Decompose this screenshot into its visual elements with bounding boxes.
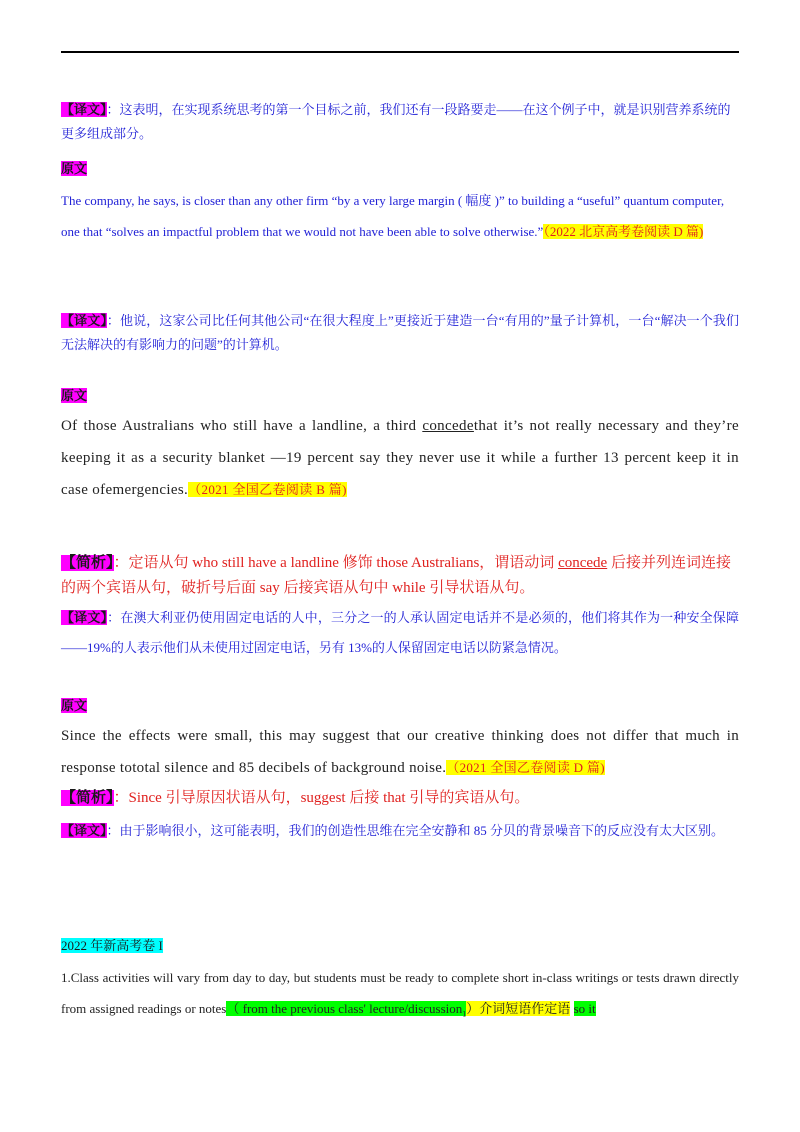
yuanwen-label: 原文 [61, 161, 88, 176]
section-label-yuanwen [61, 697, 739, 715]
passage-text: The company, he says, is closer than any other firm “by a very large margin ( 幅度 )” to building a “useful” quantum computer, one that “solves an impactful problem that we would not have been able to solve otherwise.” [61, 193, 725, 239]
passage-text: Of those Australians who still have a landline, a third [61, 418, 423, 434]
analysis-text: ：Since 引导原因状语从句，suggest 后接 that 引导的宾语从句。 [113, 790, 530, 806]
section-label-yuanwen [61, 387, 739, 405]
section-label-yuanwen [61, 160, 739, 178]
highlight-note: ）介词短语作定语 [466, 1001, 571, 1016]
translation-paragraph-1 [61, 98, 739, 146]
translation-paragraph-4 [61, 816, 739, 846]
subscript-marker: 1 [462, 1009, 467, 1019]
source-citation: （2021 全国乙卷阅读 D 篇) [446, 760, 605, 775]
exam-heading-label: 2022 年新高考卷 I [61, 938, 163, 953]
source-passage-3 [61, 410, 739, 506]
analysis-text: 后接并列连词连接的两个宾语从句，破折号后面 say 后接宾语从句中 while 引导状语从句。 [61, 555, 731, 596]
exam-sentence-1 [61, 962, 739, 1030]
translation-text: ：由于影响很小，这可能表明，我们的创造性思维在完全安静和 85 分贝的背景噪音下的反应没有太大区别。 [106, 823, 725, 838]
analysis-tag: 【简析】 [61, 790, 114, 806]
analysis-tag: 【简析】 [61, 555, 114, 571]
translation-text: ：他说，这家公司比任何其他公司“在很大程度上”更接近于建造一台“有用的”量子计算机，一台“解决一个我们无法解决的有影响力的问题”的计算机。 [61, 313, 739, 352]
yuanwen-label: 原文 [61, 388, 88, 403]
yuanwen-label: 原文 [61, 698, 88, 713]
source-citation: （2022 北京高考卷阅读 D 篇) [543, 224, 704, 239]
highlight-phrase-2: so it [573, 1001, 596, 1016]
source-passage-4 [61, 721, 739, 784]
underlined-word: concede [422, 418, 474, 434]
translation-paragraph-3 [61, 603, 739, 663]
translation-tag: 【译文】 [61, 610, 108, 625]
analysis-text: ：定语从句 who still have a landline 修饰 those Australians，谓语动词 [113, 555, 559, 571]
analysis-paragraph-3 [61, 551, 739, 601]
translation-paragraph-2 [61, 309, 739, 357]
passage-text: that it’s not really necessary and they’re keeping it as a security blanket —19 percent say they never use it while a further 13 percent keep it in case ofemergencies. [61, 418, 739, 498]
exam-heading [61, 937, 739, 955]
passage-text: Since the effects were small, this may suggest that our creative thinking does not differ that much in response tototal silence and 85 decibels of background noise. [61, 728, 739, 776]
translation-tag: 【译文】 [61, 102, 107, 117]
translation-tag: 【译文】 [61, 313, 107, 328]
analysis-paragraph-4 [61, 786, 739, 811]
translation-tag: 【译文】 [61, 823, 107, 838]
source-passage-2 [61, 185, 739, 247]
underlined-word: concede [558, 555, 608, 571]
source-citation: （2021 全国乙卷阅读 B 篇) [188, 482, 347, 497]
highlight-phrase: （ from the previous class' lecture/discussion$_1$ [226, 1001, 467, 1019]
header-rule [61, 51, 739, 53]
translation-text: ：在澳大利亚仍使用固定电话的人中，三分之一的人承认固定电话并不是必须的，他们将其作为一种安全保障——19%的人表示他们从未使用过固定电话，另有 13%的人保留固定电话以防紧急情况。 [61, 610, 739, 655]
sentence-text: 1.Class activities will vary from day to day, but students must be ready to complete short in-class writings or tests drawn directly from assigned readings or notes [61, 970, 739, 1016]
translation-text: ：这表明，在实现系统思考的第一个目标之前，我们还有一段路要走——在这个例子中，就是识别营养系统的更多组成部分。 [61, 102, 731, 141]
